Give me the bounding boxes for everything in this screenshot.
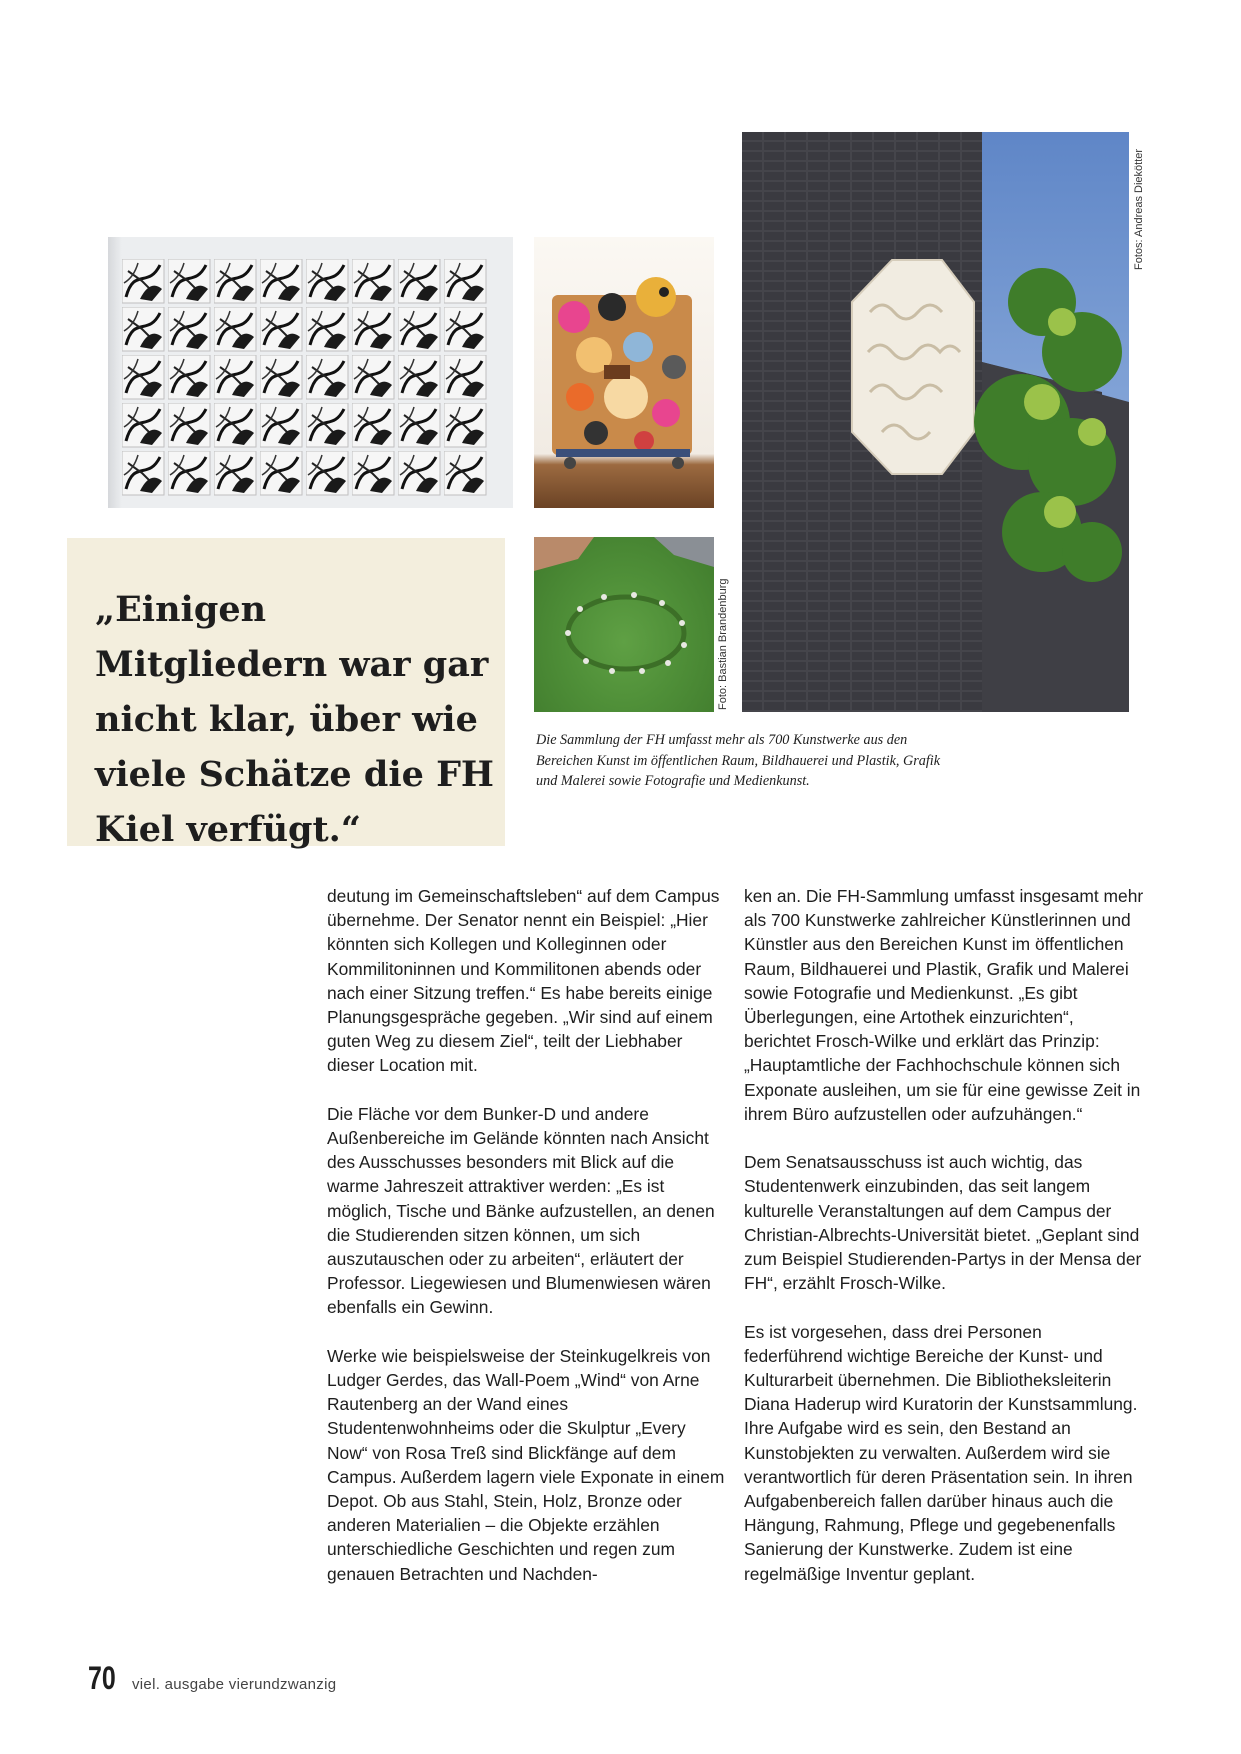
artwork-grid-photo [108, 237, 513, 508]
sculpture-photo [534, 237, 714, 508]
text-column-left [327, 884, 727, 1610]
stone-circle-photo [534, 537, 714, 712]
paragraph: Werke wie beispielsweise der Steinkugelkreis von Ludger Gerdes, das Wall-Poem „Wind“ von Arne Rautenberg an der Wand eines Studentenwohnheims oder die Skulptur „Every Now“ von Rosa Treß sind Blickfänge auf dem Campus. Außerdem lagern viele Exponate in einem Depot. Ob aus Stahl, Stein, Holz, Bronze oder anderen Materialien – die Objekte erzählen unterschiedliche Geschichten und regen zum genauen Betrachten und Nachden- [327, 1345, 725, 1584]
photo-credit-bastian: Foto: Bastian Brandenburg [717, 578, 729, 710]
photo-caption: Die Sammlung der FH umfasst mehr als 700 Kunstwerke aus den Bereichen Kunst im öffentlichen Raum, Bildhauerei und Plastik, Grafik und Malerei sowie Fotografie und Medienkunst. [536, 732, 941, 789]
photo-credit-andreas: Fotos: Andreas Diekötter [1133, 148, 1145, 270]
page-footer [88, 1660, 336, 1700]
panel-grid-graphic [118, 259, 508, 499]
paragraph: ken an. Die FH-Sammlung umfasst insgesamt mehr als 700 Kunstwerke zahlreicher Künstlerinnen und Künstler aus den Bereichen Kunst im öffentlichen Raum, Bildhauerei und Plastik, Grafik und Malerei sowie Fotografie und Medienkunst. „Es gibt Überlegungen, eine Artothek einzurichten“, berichtet Frosch-Wilke und erklärt das Prinzip: „Hauptamtliche der Fachhochschule können sich Exponate ausleihen, um sie für eine gewisse Zeit in ihrem Büro aufzustellen oder aufzuhängen.“ [744, 886, 1144, 1124]
pull-quote: „Einigen Mitgliedern war gar nicht klar, über wie viele Schätze die FH Kiel verfügt.“ [95, 589, 494, 850]
pull-quote-box [67, 538, 505, 850]
paragraph: Dem Senatsausschuss ist auch wichtig, das Studentenwerk einzubinden, das seit langem kulturelle Veranstaltungen auf dem Campus der Christian-Albrechts-Universität bietet. „Geplant sind zum Beispiel Studierenden-Partys in der Mensa der FH“, erzählt Frosch-Wilke. [744, 1152, 1142, 1294]
paragraph: Es ist vorgesehen, dass drei Personen federführend wichtige Bereiche der Kunst- und Kulturarbeit übernehmen. Die Bibliotheksleiterin Diana Haderup wird Kuratorin der Kunstsammlung. Ihre Aufgabe wird es sein, den Bestand an Kunstobjekten zu verwalten. Außerdem wird sie verantwortlich für deren Präsentation sein. In ihren Aufgabenbereich fallen darüber hinaus auch die Hängung, Rahmung, Pflege und gegebenenfalls Sanierung der Kunstwerke. Zudem ist eine regelmäßige Inventur geplant. [744, 1321, 1138, 1584]
paragraph: Die Fläche vor dem Bunker-D und andere Außenbereiche im Gelände könnten nach Ansicht des Ausschusses besonders mit Blick auf die warme Jahreszeit attraktiver werden: „Es ist möglich, Tische und Bänke aufzustellen, an denen die Studierenden sitzen können, um sich auszutauschen oder zu arbeiten“, erläutert der Professor. Liegewiesen und Blumenwiesen wären ebenfalls ein Gewinn. [327, 1103, 715, 1318]
building-facade-photo [742, 132, 1129, 712]
magazine-name: viel. ausgabe vierundzwanzig [132, 1676, 337, 1693]
text-column-right [744, 884, 1144, 1610]
paragraph: deutung im Gemeinschaftsleben“ auf dem Campus übernehme. Der Senator nennt ein Beispiel: „Hier könnten sich Kollegen und Kolleginnen oder Kommilitoninnen und Kommilitonen abends oder nach einer Sitzung treffen.“ Es habe bereits einige Planungsgespräche gegeben. „Wir sind auf einem guten Weg zu diesem Ziel“, teilt der Liebhaber dieser Location mit. [327, 886, 720, 1076]
page-number: 70 [88, 1660, 116, 1696]
